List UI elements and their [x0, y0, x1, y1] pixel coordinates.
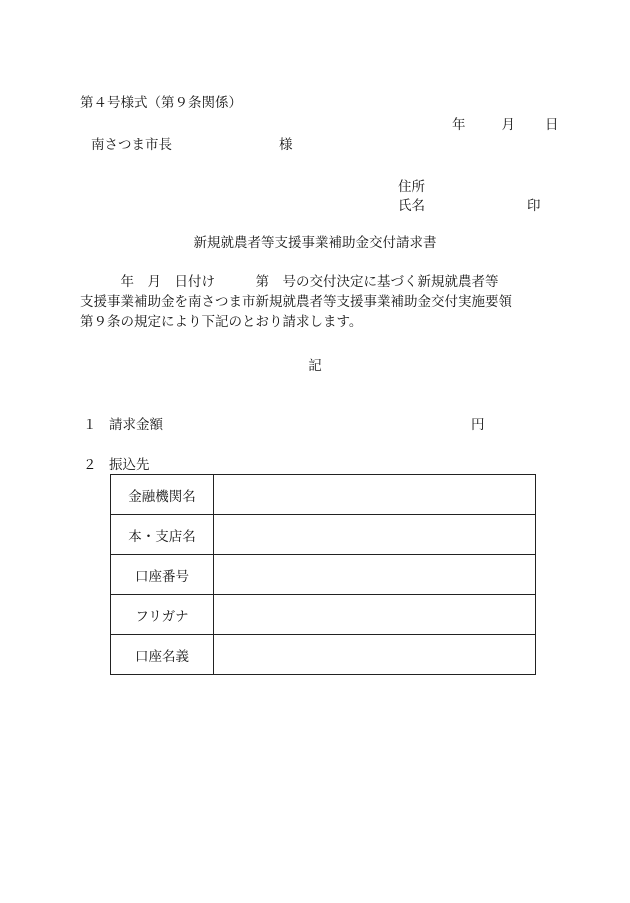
branch-name-field[interactable] — [214, 515, 536, 555]
account-number-field[interactable] — [214, 555, 536, 595]
name-label: 氏名 — [398, 198, 425, 214]
bank-account-table — [110, 474, 536, 675]
table-row — [111, 515, 536, 555]
account-holder-field[interactable] — [214, 635, 536, 675]
address-label: 住所 — [398, 179, 425, 195]
bank-name-label: 金融機関名 — [111, 475, 214, 515]
date-month-label: 月 — [501, 117, 515, 133]
item2-number: ２ — [83, 457, 97, 473]
body-line-2: 支援事業補助金を南さつま市新規就農者等支援事業補助金交付実施要領 — [80, 294, 512, 310]
furigana-field[interactable] — [214, 595, 536, 635]
account-holder-label: 口座名義 — [111, 635, 214, 675]
body-text — [80, 272, 550, 332]
date-line — [452, 116, 559, 134]
bank-name-field[interactable] — [214, 475, 536, 515]
table-row — [111, 595, 536, 635]
branch-name-label: 本・支店名 — [111, 515, 214, 555]
form-number: 第４号様式（第９条関係） — [80, 95, 242, 111]
addressee-honorific: 様 — [279, 137, 293, 153]
seal-mark: 印 — [527, 198, 541, 214]
item2-label: 振込先 — [109, 457, 150, 473]
date-day-label: 日 — [545, 117, 559, 133]
item1-yen-unit: 円 — [471, 417, 485, 433]
furigana-label: フリガナ — [111, 595, 214, 635]
addressee-name: 南さつま市長 — [91, 137, 172, 153]
account-number-label: 口座番号 — [111, 555, 214, 595]
table-row — [111, 555, 536, 595]
ki-mark: 記 — [308, 358, 322, 374]
item1-label: 請求金額 — [109, 417, 163, 433]
body-line-3: 第９条の規定により下記のとおり請求します。 — [80, 314, 363, 330]
document-title: 新規就農者等支援事業補助金交付請求書 — [193, 235, 437, 251]
table-row — [111, 475, 536, 515]
date-year-label: 年 — [452, 117, 466, 133]
table-row — [111, 635, 536, 675]
item1-number: １ — [83, 417, 97, 433]
addressee — [91, 136, 293, 154]
body-line-1: 年 月 日付け 第 号の交付決定に基づく新規就農者等 — [80, 274, 499, 290]
